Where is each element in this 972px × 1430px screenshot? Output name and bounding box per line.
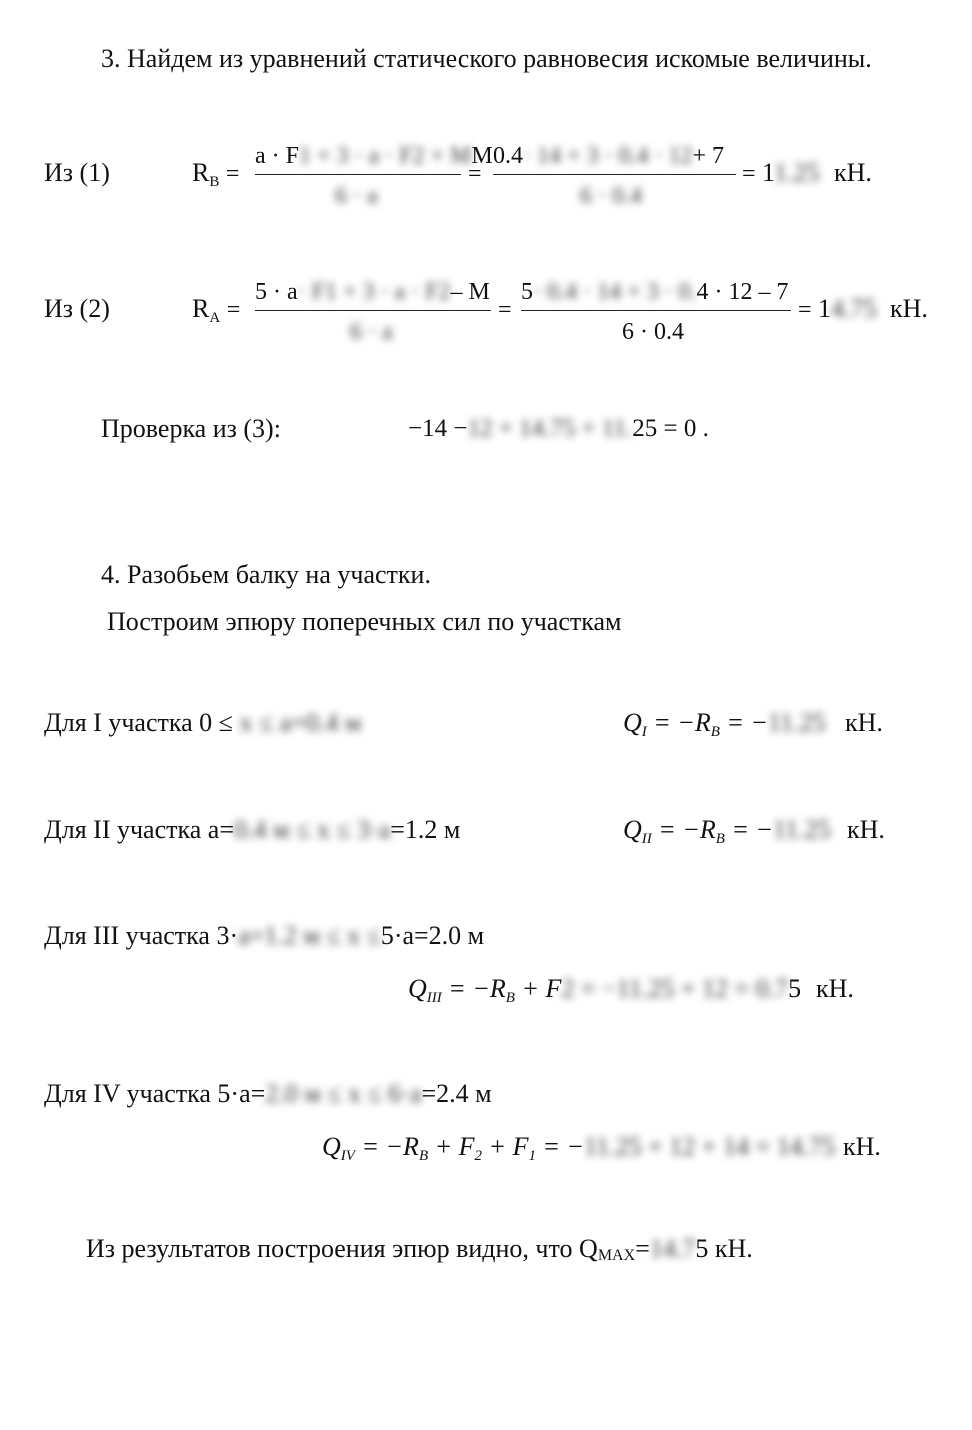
- eq1-result-left: 1: [762, 158, 775, 187]
- section4-q-blur: 11.25 + 12 + 14 = 14.75: [584, 1132, 836, 1161]
- conclusion-eq: =: [635, 1234, 650, 1263]
- eq1-equal-1: =: [225, 161, 240, 187]
- eq2-frac2-numerator: [521, 280, 789, 304]
- section3-q-expr: = −R: [441, 974, 506, 1003]
- section4-range: [44, 1081, 492, 1107]
- section1-q-expr: = −R: [646, 708, 711, 737]
- section1-label: Для I участка 0 ≤: [44, 708, 233, 737]
- section3-blur: a=1.2 м ≤ x ≤: [238, 921, 381, 950]
- eq2-result: [818, 296, 877, 322]
- section1-q-sub: I: [641, 724, 647, 740]
- section4-q-sub: IV: [340, 1148, 355, 1164]
- eq1-frac1-denominator: 6 · a: [335, 183, 378, 209]
- section4-q-f1-sub: 1: [528, 1148, 536, 1164]
- eq2-unit: кН.: [890, 294, 928, 323]
- eq1-frac1-numerator: [255, 144, 493, 168]
- section1-blur: x ≤ a=0.4 м: [232, 708, 362, 737]
- eq2-frac1-bar: [255, 310, 491, 311]
- eq1-equal-3: =: [742, 161, 756, 187]
- eq2-frac1-numerator: [255, 280, 490, 304]
- eq2-result-left: 1: [818, 294, 831, 323]
- eq1-frac2-num-left: 0.4: [493, 143, 523, 169]
- check-right: 25 = 0 .: [632, 415, 709, 442]
- conclusion-text: Из результатов построения эпюр видно, что Q: [86, 1234, 598, 1263]
- eq2-lhs-letter: R: [192, 294, 210, 323]
- section4-q-f2-sub: 2: [474, 1148, 483, 1164]
- eq1-result: [762, 160, 820, 186]
- conclusion-blur: 14.7: [649, 1234, 696, 1263]
- eq1-frac2-denominator: 6 · 0.4: [580, 183, 642, 209]
- section4-blur: 2.0 м ≤ x ≤ 6·a: [265, 1079, 422, 1108]
- eq1-frac2-num-blur: · 14 + 3 · 0.4 · 12: [523, 143, 693, 169]
- eq2-frac1-num-left: 5 · a: [255, 279, 298, 305]
- eq1-frac2-num-right: + 7: [692, 143, 725, 169]
- eq2-frac2-num-right: 4 · 12 – 7: [696, 279, 789, 305]
- check-left: −14 −: [408, 415, 468, 442]
- section4-label: Для IV участка 5·a=: [44, 1079, 266, 1108]
- section2-unit: кН.: [847, 815, 885, 844]
- step3-heading: 3. Найдем из уравнений статического равновесия искомые величины.: [101, 44, 872, 73]
- section3-label: Для III участка 3·: [44, 921, 239, 950]
- eq2-lhs: [192, 296, 240, 326]
- eq1-frac1-num-left: a · F: [255, 143, 299, 169]
- eq1-result-blur: 1.25: [774, 158, 820, 187]
- section2-q: [623, 817, 831, 847]
- section3-q-plus: + F: [514, 974, 562, 1003]
- check-expression: [408, 416, 709, 441]
- conclusion-sub: MAX: [597, 1247, 636, 1264]
- section1-q: [623, 710, 826, 740]
- check-blur: 12 + 14.75 + 11.: [467, 415, 633, 442]
- eq2-frac1-denominator: 6 · a: [350, 319, 393, 345]
- section3-q-tail: 5: [788, 974, 802, 1003]
- eq1-label: Из (1): [44, 158, 110, 187]
- eq1-frac1-bar: [255, 174, 461, 175]
- eq2-frac2-num-left: 5: [521, 279, 533, 305]
- section2-q-sub: II: [641, 831, 652, 847]
- eq1-frac2-bar: [493, 174, 736, 175]
- section1-q-expr-sub: B: [710, 724, 720, 740]
- section4-q-expr-sub: B: [418, 1148, 429, 1164]
- conclusion: [86, 1236, 753, 1264]
- eq2-equal-2: =: [498, 297, 512, 323]
- eq2-frac2-num-blur: · 0.4 · 14 + 3 · 0.: [533, 279, 697, 305]
- eq1-lhs: [192, 160, 239, 190]
- eq2-label: Из (2): [44, 294, 110, 323]
- section3-range: [44, 923, 484, 949]
- section2-q-eq: = −: [724, 815, 774, 844]
- eq2-equal-3: =: [798, 297, 812, 323]
- eq1-equal-2: =: [468, 161, 482, 187]
- section3-q: [408, 976, 801, 1006]
- section3-q-blur: 2 = −11.25 + 12 = 0.7: [561, 974, 789, 1003]
- section3-q-letter: Q: [408, 974, 427, 1003]
- section2-right: =1.2 м: [390, 815, 461, 844]
- section4-right: =2.4 м: [421, 1079, 492, 1108]
- section1-unit: кН.: [845, 708, 883, 737]
- section2-range: [44, 817, 460, 843]
- eq1-lhs-sub: B: [209, 174, 220, 190]
- section4-q-f1: + F: [482, 1132, 529, 1161]
- eq2-frac1-num-blur: · F1 + 3 · a · F2: [297, 279, 451, 305]
- section2-blur: 0.4 м ≤ x ≤ 3·a: [234, 815, 391, 844]
- section4-q-eq: = −: [535, 1132, 585, 1161]
- section1-range: [44, 710, 361, 736]
- section1-q-letter: Q: [623, 708, 642, 737]
- eq2-frac2-denominator: 6 · 0.4: [622, 319, 684, 345]
- section1-q-eq: = −: [719, 708, 769, 737]
- eq2-frac1-num-right: – M: [450, 279, 490, 305]
- step4-subheading: Построим эпюру поперечных сил по участкам: [107, 607, 622, 636]
- section2-q-letter: Q: [623, 815, 642, 844]
- section3-q-sub: III: [426, 990, 442, 1006]
- eq2-lhs-sub: A: [209, 310, 221, 326]
- conclusion-tail: 5 кН.: [695, 1234, 753, 1263]
- section3-right: 5·a=2.0 м: [380, 921, 485, 950]
- eq1-frac2-numerator: [493, 144, 724, 168]
- section3-unit: кН.: [816, 974, 854, 1003]
- section4-unit: кН.: [843, 1132, 881, 1161]
- eq1-lhs-letter: R: [192, 158, 210, 187]
- section4-q: [322, 1134, 835, 1164]
- section2-q-blur: 11.25: [773, 815, 831, 844]
- eq1-frac1-num-right: M: [471, 143, 493, 169]
- section1-q-blur: 11.25: [768, 708, 826, 737]
- section2-q-expr-sub: B: [715, 831, 725, 847]
- section3-q-expr-sub: B: [505, 990, 515, 1006]
- section4-q-expr: = −R: [354, 1132, 419, 1161]
- check-label: Проверка из (3):: [101, 414, 281, 443]
- section4-q-letter: Q: [322, 1132, 341, 1161]
- section4-q-f2: + F: [428, 1132, 475, 1161]
- step4-heading: 4. Разобьем балку на участки.: [101, 560, 431, 589]
- section2-q-expr: = −R: [651, 815, 716, 844]
- section2-label: Для II участка a=: [44, 815, 234, 844]
- eq2-frac2-bar: [521, 310, 791, 311]
- eq1-unit: кН.: [834, 158, 872, 187]
- eq1-frac1-num-blur: 1 + 3 · a · F2 + M: [299, 143, 472, 169]
- eq2-result-blur: 4.75: [831, 294, 877, 323]
- eq2-equal-1: =: [226, 297, 241, 323]
